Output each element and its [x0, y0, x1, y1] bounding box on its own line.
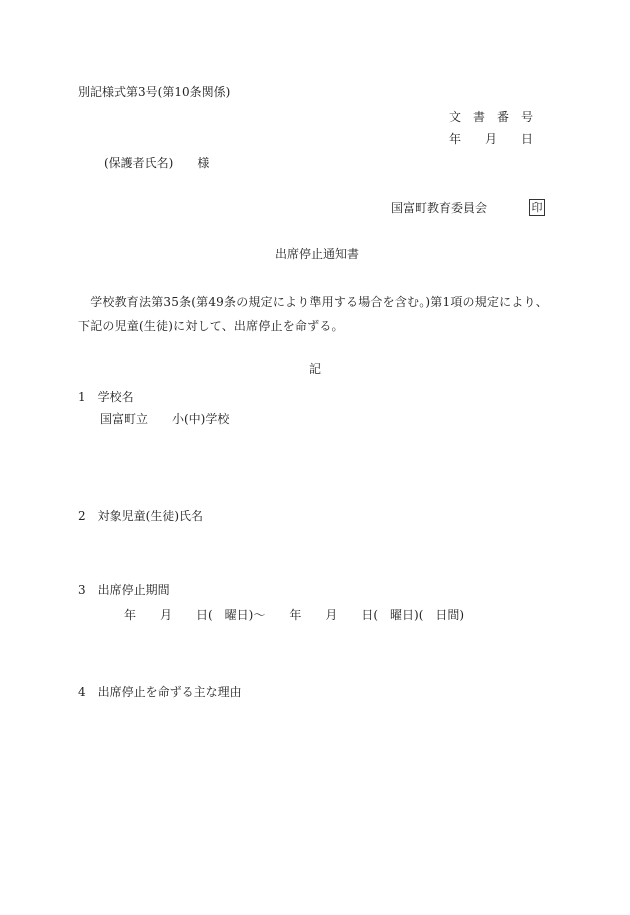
item-school-label: 1 学校名: [78, 390, 134, 404]
issuer: 国富町教育委員会: [391, 201, 488, 215]
document-title: 出席停止通知書: [275, 247, 360, 261]
body-paragraph: 学校教育法第35条(第49条の規定により準用する場合を含む。)第1項の規定により、下記の児童(生徒)に対して、出席停止を命ずる。: [78, 295, 548, 333]
item-student-label: 2 対象児童(生徒)氏名: [78, 509, 203, 523]
item-reason-label: 4 出席停止を命ずる主な理由: [78, 685, 242, 699]
date-line: 年 月 日: [449, 132, 534, 146]
item-school-value: 国富町立 小(中)学校: [100, 412, 230, 426]
form-id: 別記様式第3号(第10条関係): [78, 85, 231, 99]
seal-stamp: 印: [529, 199, 545, 216]
doc-number-label: 文 書 番 号: [449, 110, 534, 124]
recipient: (保護者氏名) 様: [104, 156, 210, 170]
item-period-label: 3 出席停止期間: [78, 583, 170, 597]
item-period-value: 年 月 日( 曜日)〜 年 月 日( 曜日)( 日間): [124, 608, 465, 622]
ki-heading: 記: [309, 362, 322, 376]
